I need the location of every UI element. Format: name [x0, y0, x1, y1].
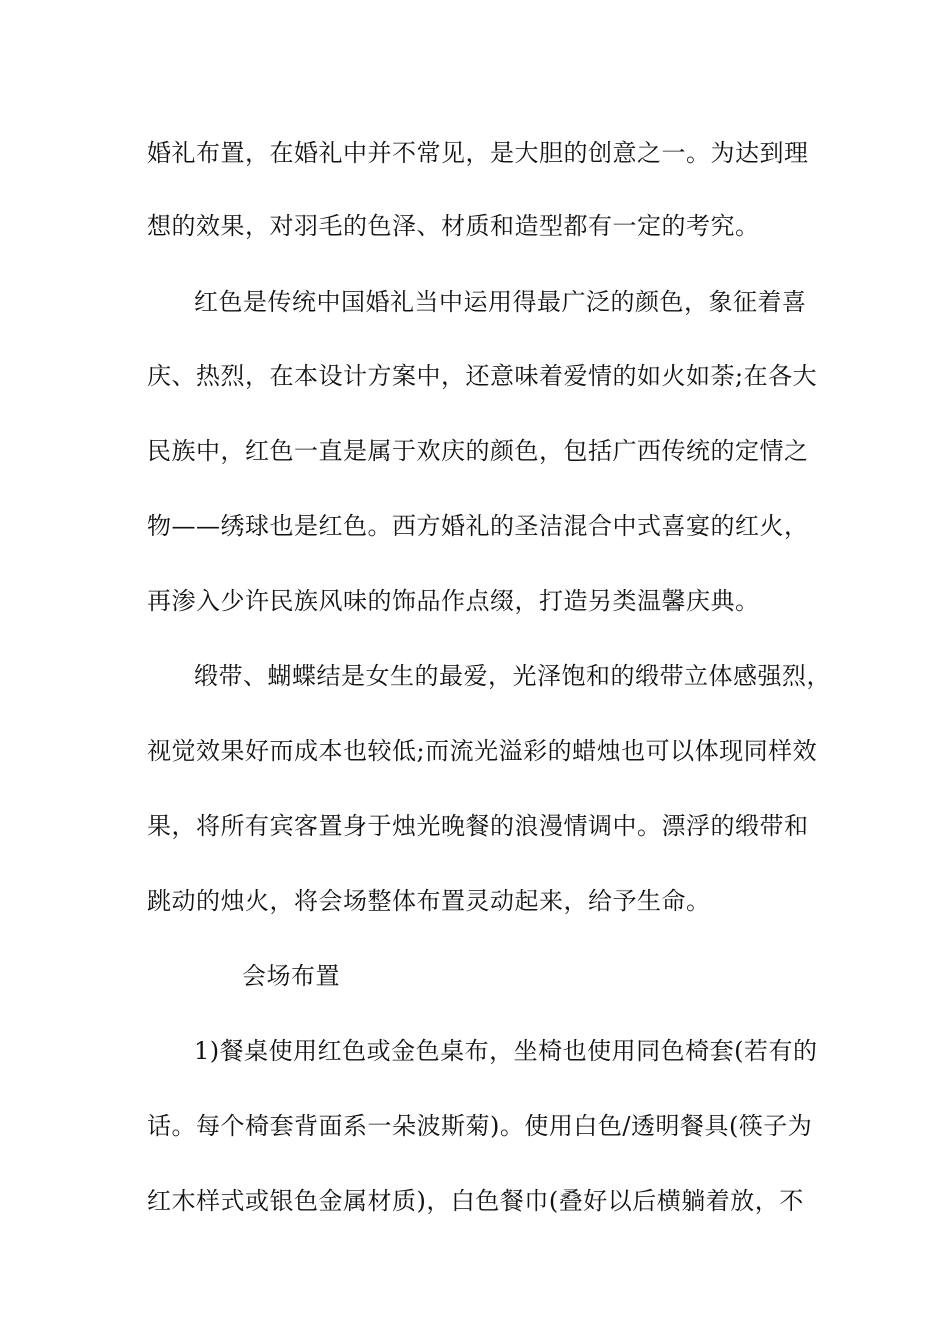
paragraph-line: 跳动的烛火，将会场整体布置灵动起来，给予生命。: [147, 887, 711, 915]
paragraph-line: 缎带、蝴蝶结是女生的最爱，光泽饱和的缎带立体感强烈，: [194, 662, 831, 690]
paragraph-line: 婚礼布置，在婚礼中并不常见，是大胆的创意之一。为达到理: [147, 139, 809, 167]
paragraph-line: 民族中，红色一直是属于欢庆的颜色，包括广西传统的定情之: [147, 437, 809, 465]
paragraph-line: 庆、热烈，在本设计方案中，还意味着爱情的如火如荼;在各大: [147, 362, 818, 390]
paragraph-line: 再渗入少许民族风味的饰品作点缀，打造另类温馨庆典。: [147, 587, 760, 615]
paragraph-line: 话。每个椅套背面系一朵波斯菊)。使用白色/透明餐具(筷子为: [147, 1112, 813, 1140]
paragraph-line: 视觉效果好而成本也较低;而流光溢彩的蜡烛也可以体现同样效: [147, 737, 818, 765]
paragraph-line: 想的效果，对羽毛的色泽、材质和造型都有一定的考究。: [147, 212, 760, 240]
paragraph-line: 1)餐桌使用红色或金色桌布，坐椅也使用同色椅套(若有的: [194, 1037, 818, 1065]
section-heading: 会场布置: [242, 962, 340, 990]
paragraph-line: 物——绣球也是红色。西方婚礼的圣洁混合中式喜宴的红火，: [147, 512, 809, 540]
paragraph-line: 红木样式或银色金属材质)，白色餐巾(叠好以后横躺着放，不: [147, 1187, 804, 1215]
paragraph-line: 红色是传统中国婚礼当中运用得最广泛的颜色，象征着喜: [194, 288, 807, 316]
paragraph-line: 果，将所有宾客置身于烛光晚餐的浪漫情调中。漂浮的缎带和: [147, 812, 809, 840]
